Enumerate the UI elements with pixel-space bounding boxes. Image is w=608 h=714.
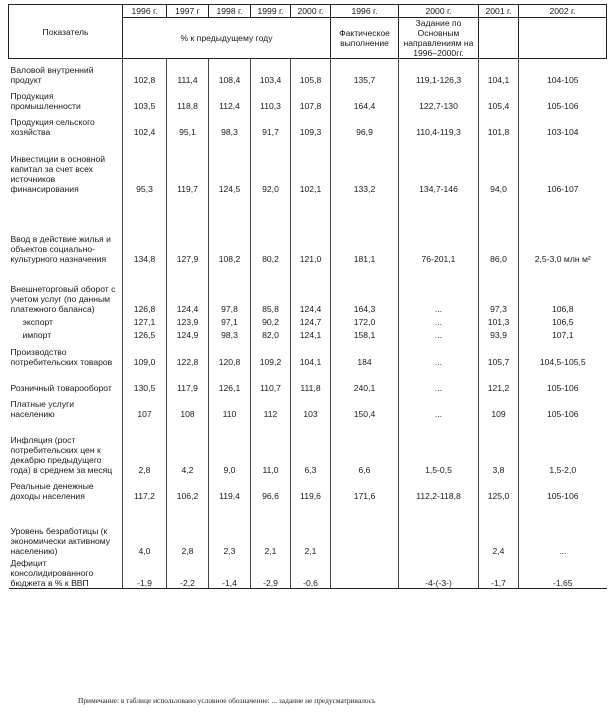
table-cell: 123,9 (167, 314, 209, 327)
table-cell: 101,8 (479, 111, 519, 137)
table-cell: 103-104 (519, 111, 607, 137)
table-cell: 158,1 (331, 327, 399, 340)
table-cell: 105-106 (519, 367, 607, 393)
header-years-row (9, 5, 607, 18)
row-label: Продукция сельского хозяйства (10, 116, 95, 137)
table-row (9, 393, 607, 419)
table-cell: 101,3 (479, 314, 519, 327)
table-cell: 126,5 (123, 327, 167, 340)
table-cell: 103,4 (251, 59, 291, 85)
row-label: экспорт (22, 316, 53, 327)
table-cell: 95,1 (167, 111, 209, 137)
table-cell: 2,4 (479, 501, 519, 556)
table-row (9, 59, 607, 85)
table-cell: 97,8 (209, 264, 251, 314)
row-label: Уровень безработицы (к экономически активному населению) (10, 525, 111, 556)
table-cell: -2,9 (251, 556, 291, 589)
table-cell: 2,3 (209, 501, 251, 556)
table-cell: 126,8 (123, 264, 167, 314)
table-cell: 102,8 (123, 59, 167, 85)
table-cell: 110,4-119,3 (399, 111, 479, 137)
table-cell: 127,9 (167, 194, 209, 264)
table-cell: 164,3 (331, 264, 399, 314)
table-cell: ... (399, 340, 479, 367)
document-page (8, 4, 606, 589)
table-cell: 104-105 (519, 59, 607, 85)
table-row (9, 367, 607, 393)
table-cell: ... (399, 314, 479, 327)
table-row (9, 137, 607, 194)
table-cell: 104,1 (479, 59, 519, 85)
table-row (9, 327, 607, 340)
table-cell: 134,7-146 (399, 137, 479, 194)
table-cell: 110,7 (251, 367, 291, 393)
table-cell: 124,4 (291, 264, 331, 314)
table-cell: 76-201,1 (399, 194, 479, 264)
table-cell: 118,8 (167, 85, 209, 111)
table-cell: 105-106 (519, 393, 607, 419)
table-cell: 120,8 (209, 340, 251, 367)
table-cell: 92,0 (251, 137, 291, 194)
table-cell: 112,4 (209, 85, 251, 111)
table-cell: 98,3 (209, 327, 251, 340)
row-label: Инфляция (рост потребительских цен к декабрю предыдущего года) в среднем за месяц (10, 434, 113, 475)
table-cell: 164,4 (331, 85, 399, 111)
actual-header: Фактическое выполнение (331, 18, 399, 59)
table-cell: 82,0 (251, 327, 291, 340)
empty-header (479, 18, 519, 59)
table-cell: 172,0 (331, 314, 399, 327)
table-cell: 9,0 (209, 419, 251, 475)
year-header: 2001 г. (479, 5, 519, 18)
table-cell: -1,9 (123, 556, 167, 589)
table-cell: 109,2 (251, 340, 291, 367)
table-cell: 90,2 (251, 314, 291, 327)
table-cell: 119,4 (209, 475, 251, 501)
table-cell: 124,9 (167, 327, 209, 340)
table-cell: -0,6 (291, 556, 331, 589)
table-body (9, 59, 607, 589)
table-cell: 119,6 (291, 475, 331, 501)
table-cell: 105,4 (479, 85, 519, 111)
table-cell: 184 (331, 340, 399, 367)
table-cell: -1,65 (519, 556, 607, 589)
table-row (9, 264, 607, 314)
table-cell: 104,1 (291, 340, 331, 367)
year-header: 1996 г. (331, 5, 399, 18)
table-cell: 4,2 (167, 419, 209, 475)
table-cell: 95,3 (123, 137, 167, 194)
table-cell: 97,3 (479, 264, 519, 314)
table-cell: 111,8 (291, 367, 331, 393)
table-cell: 11,0 (251, 419, 291, 475)
table-cell (399, 501, 479, 556)
table-cell: 104,5-105,5 (519, 340, 607, 367)
table-cell: 117,2 (123, 475, 167, 501)
row-label: Розничный товарооборот (10, 382, 112, 393)
table-cell: 106-107 (519, 137, 607, 194)
row-label: Ввод в действие жилья и объектов социально-культурного назначения (10, 233, 111, 264)
table-cell: 2,8 (123, 419, 167, 475)
year-header: 1998 г. (209, 5, 251, 18)
table-row (9, 85, 607, 111)
table-cell: 105-106 (519, 85, 607, 111)
table-row (9, 340, 607, 367)
table-cell: 107,8 (291, 85, 331, 111)
table-cell: 125,0 (479, 475, 519, 501)
table-cell: 130,5 (123, 367, 167, 393)
table-cell: 105,7 (479, 340, 519, 367)
row-label: Инвестиции в основной капитал за счет всех источников финансирования (10, 153, 106, 194)
table-cell: 80,2 (251, 194, 291, 264)
table-cell: -2,2 (167, 556, 209, 589)
table-cell: ... (399, 327, 479, 340)
table-cell (331, 501, 399, 556)
table-cell: -1,7 (479, 556, 519, 589)
table-cell: 126,1 (209, 367, 251, 393)
table-cell: 94,0 (479, 137, 519, 194)
table-cell: 122,8 (167, 340, 209, 367)
table-cell: 96,6 (251, 475, 291, 501)
table-row (9, 194, 607, 264)
table-cell: 119,7 (167, 137, 209, 194)
table-cell: 103 (291, 393, 331, 419)
table-cell: 121,2 (479, 367, 519, 393)
table-cell: 107 (123, 393, 167, 419)
table-row (9, 111, 607, 137)
empty-header (519, 18, 607, 59)
table-cell: 121,0 (291, 194, 331, 264)
table-cell: 109,0 (123, 340, 167, 367)
table-row (9, 475, 607, 501)
table-cell: 1,5-0,5 (399, 419, 479, 475)
table-cell: 150,4 (331, 393, 399, 419)
table-cell: ... (399, 264, 479, 314)
table-cell: 96,9 (331, 111, 399, 137)
year-header: 2000 г. (399, 5, 479, 18)
table-cell: -1,4 (209, 556, 251, 589)
table-cell: 109,3 (291, 111, 331, 137)
table-cell: 134,8 (123, 194, 167, 264)
table-cell: 124,1 (291, 327, 331, 340)
row-label: Реальные денежные доходы населения (10, 480, 94, 501)
table-cell: 112,2-118,8 (399, 475, 479, 501)
table-cell: 4,0 (123, 501, 167, 556)
year-header: 1997 г (167, 5, 209, 18)
table-cell: 122,7-130 (399, 85, 479, 111)
row-label: Платные услуги населению (10, 398, 75, 419)
table-cell: 6,6 (331, 419, 399, 475)
table-cell: 91,7 (251, 111, 291, 137)
table-row (9, 419, 607, 475)
table-cell: -4-(-3-) (399, 556, 479, 589)
plan-header: Задание по Основным направлениям на 1996–2000гг. (399, 18, 479, 59)
year-header: 2002 г. (519, 5, 607, 18)
row-label: Валовой внутренний продукт (10, 64, 94, 85)
table-cell: 102,4 (123, 111, 167, 137)
percent-header: % к предыдущему году (123, 18, 331, 59)
row-label: Дефицит консолидированного бюджета в % к ВВП (9, 556, 123, 589)
table-cell: 108 (167, 393, 209, 419)
table-cell: 93,9 (479, 327, 519, 340)
table-cell: 108,4 (209, 59, 251, 85)
table-cell: 106,8 (519, 264, 607, 314)
table-row (9, 501, 607, 556)
table-cell: 103,5 (123, 85, 167, 111)
table-cell: ... (519, 501, 607, 556)
table-cell: 124,5 (209, 137, 251, 194)
table-cell: 1,5-2,0 (519, 419, 607, 475)
table-cell: 97,1 (209, 314, 251, 327)
table-cell: 108,2 (209, 194, 251, 264)
table-cell: 119,1-126,3 (399, 59, 479, 85)
table-cell: 3,8 (479, 419, 519, 475)
table-cell: ... (399, 393, 479, 419)
table-cell: 105,8 (291, 59, 331, 85)
table-cell: 110,3 (251, 85, 291, 111)
table-cell: 98,3 (209, 111, 251, 137)
table-cell: 6,3 (291, 419, 331, 475)
footnote: Примечание: в таблице использовано условное обозначение: ... задание не предусматривалось (78, 696, 376, 705)
table-cell: 111,4 (167, 59, 209, 85)
year-header: 2000 г. (291, 5, 331, 18)
table-cell: 117,9 (167, 367, 209, 393)
table-cell: 110 (209, 393, 251, 419)
table-cell: 127,1 (123, 314, 167, 327)
table-cell: 2,8 (167, 501, 209, 556)
row-label: импорт (22, 329, 52, 340)
table-cell: ... (399, 367, 479, 393)
year-header: 1996 г. (123, 5, 167, 18)
table-cell: 86,0 (479, 194, 519, 264)
table-cell: 124,7 (291, 314, 331, 327)
table-cell: 240,1 (331, 367, 399, 393)
table-cell: 2,5-3,0 млн м² (519, 194, 607, 264)
table-row (9, 314, 607, 327)
table-cell: 102,1 (291, 137, 331, 194)
indicators-table (8, 4, 607, 589)
table-cell: 106,2 (167, 475, 209, 501)
table-cell: 133,2 (331, 137, 399, 194)
table-cell (331, 556, 399, 589)
row-label: Внешнеторговый оборот с учетом услуг (по данным платежного баланса) (10, 283, 116, 314)
table-cell: 2,1 (251, 501, 291, 556)
table-cell: 109 (479, 393, 519, 419)
row-label: Производство потребительских товаров (10, 346, 113, 367)
table-cell: 124,4 (167, 264, 209, 314)
table-cell: 107,1 (519, 327, 607, 340)
table-cell: 2,1 (291, 501, 331, 556)
year-header: 1999 г. (251, 5, 291, 18)
table-cell: 181,1 (331, 194, 399, 264)
row-label: Продукция промышленности (10, 90, 81, 111)
table-cell: 106,5 (519, 314, 607, 327)
table-cell: 105-106 (519, 475, 607, 501)
table-cell: 171,6 (331, 475, 399, 501)
indicator-column-header: Показатель (9, 5, 123, 59)
table-cell: 85,8 (251, 264, 291, 314)
table-cell: 112 (251, 393, 291, 419)
table-cell: 135,7 (331, 59, 399, 85)
table-row (9, 556, 607, 589)
